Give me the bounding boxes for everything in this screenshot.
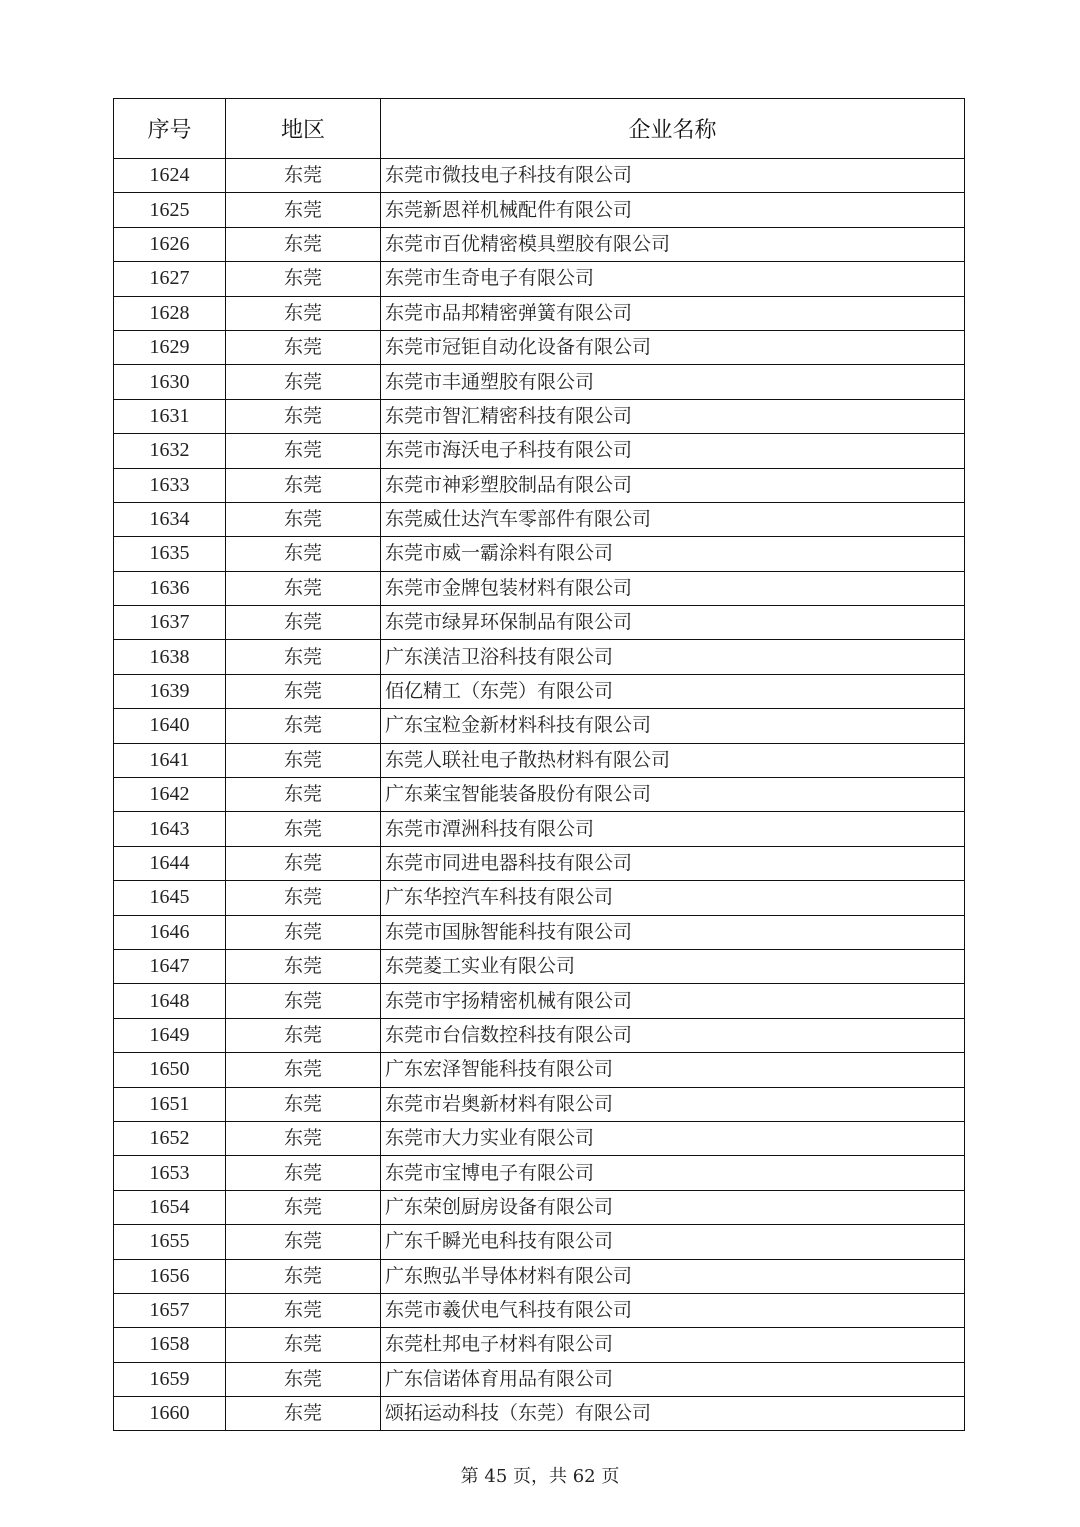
table-row [114, 330, 965, 364]
table-row [114, 812, 965, 846]
row-region: 东莞 [226, 296, 381, 330]
row-region: 东莞 [226, 674, 381, 708]
table-row [114, 743, 965, 777]
row-region: 东莞 [226, 915, 381, 949]
table-row [114, 709, 965, 743]
row-index: 1631 [114, 399, 226, 433]
table-row [114, 159, 965, 193]
row-index: 1649 [114, 1018, 226, 1052]
row-company-name: 东莞市岩奥新材料有限公司 [381, 1087, 965, 1121]
header-index: 序号 [114, 99, 226, 159]
row-index: 1626 [114, 227, 226, 261]
row-company-name: 广东千瞬光电科技有限公司 [381, 1225, 965, 1259]
row-company-name: 东莞市冠钜自动化设备有限公司 [381, 330, 965, 364]
table-row [114, 1053, 965, 1087]
row-index: 1659 [114, 1362, 226, 1396]
row-company-name: 东莞市大力实业有限公司 [381, 1121, 965, 1155]
row-index: 1650 [114, 1053, 226, 1087]
row-region: 东莞 [226, 571, 381, 605]
table-row [114, 1328, 965, 1362]
row-index: 1644 [114, 846, 226, 880]
table-row [114, 881, 965, 915]
table-row [114, 399, 965, 433]
row-region: 东莞 [226, 984, 381, 1018]
row-index: 1660 [114, 1397, 226, 1431]
table-row [114, 571, 965, 605]
row-company-name: 东莞市微技电子科技有限公司 [381, 159, 965, 193]
table-row [114, 778, 965, 812]
row-region: 东莞 [226, 1087, 381, 1121]
row-index: 1651 [114, 1087, 226, 1121]
row-region: 东莞 [226, 330, 381, 364]
table-row [114, 1190, 965, 1224]
row-index: 1639 [114, 674, 226, 708]
row-index: 1638 [114, 640, 226, 674]
table-row [114, 1362, 965, 1396]
row-region: 东莞 [226, 537, 381, 571]
row-company-name: 东莞市绿昇环保制品有限公司 [381, 606, 965, 640]
row-region: 东莞 [226, 949, 381, 983]
row-index: 1637 [114, 606, 226, 640]
row-index: 1628 [114, 296, 226, 330]
row-region: 东莞 [226, 434, 381, 468]
row-company-name: 广东宝粒金新材料科技有限公司 [381, 709, 965, 743]
row-region: 东莞 [226, 502, 381, 536]
row-region: 东莞 [226, 1328, 381, 1362]
row-company-name: 东莞市台信数控科技有限公司 [381, 1018, 965, 1052]
row-index: 1633 [114, 468, 226, 502]
table-row [114, 468, 965, 502]
row-index: 1652 [114, 1121, 226, 1155]
row-index: 1630 [114, 365, 226, 399]
row-region: 东莞 [226, 1225, 381, 1259]
row-index: 1632 [114, 434, 226, 468]
row-region: 东莞 [226, 1156, 381, 1190]
table-row [114, 1397, 965, 1431]
row-company-name: 东莞威仕达汽车零部件有限公司 [381, 502, 965, 536]
row-region: 东莞 [226, 640, 381, 674]
row-company-name: 广东莱宝智能装备股份有限公司 [381, 778, 965, 812]
row-region: 东莞 [226, 1190, 381, 1224]
table-row [114, 1121, 965, 1155]
row-company-name: 东莞市海沃电子科技有限公司 [381, 434, 965, 468]
row-company-name: 东莞市同进电器科技有限公司 [381, 846, 965, 880]
table-row [114, 365, 965, 399]
row-company-name: 东莞新恩祥机械配件有限公司 [381, 193, 965, 227]
table-row [114, 1087, 965, 1121]
row-region: 东莞 [226, 846, 381, 880]
row-index: 1653 [114, 1156, 226, 1190]
table-row [114, 1156, 965, 1190]
row-index: 1635 [114, 537, 226, 571]
table-row [114, 1225, 965, 1259]
table-row [114, 1018, 965, 1052]
row-index: 1627 [114, 262, 226, 296]
row-company-name: 东莞市威一霸涂料有限公司 [381, 537, 965, 571]
row-company-name: 广东宏泽智能科技有限公司 [381, 1053, 965, 1087]
row-company-name: 东莞市百优精密模具塑胶有限公司 [381, 227, 965, 261]
table-row [114, 949, 965, 983]
table-row [114, 502, 965, 536]
row-company-name: 东莞市金牌包装材料有限公司 [381, 571, 965, 605]
row-region: 东莞 [226, 365, 381, 399]
row-region: 东莞 [226, 399, 381, 433]
row-index: 1656 [114, 1259, 226, 1293]
row-company-name: 东莞市生奇电子有限公司 [381, 262, 965, 296]
row-index: 1625 [114, 193, 226, 227]
table-row [114, 915, 965, 949]
table-row [114, 537, 965, 571]
row-region: 东莞 [226, 1362, 381, 1396]
row-index: 1645 [114, 881, 226, 915]
table-row [114, 606, 965, 640]
row-company-name: 东莞市国脉智能科技有限公司 [381, 915, 965, 949]
row-company-name: 广东煦弘半导体材料有限公司 [381, 1259, 965, 1293]
row-company-name: 东莞市神彩塑胶制品有限公司 [381, 468, 965, 502]
row-company-name: 佰亿精工（东莞）有限公司 [381, 674, 965, 708]
row-company-name: 东莞市宝博电子有限公司 [381, 1156, 965, 1190]
row-region: 东莞 [226, 1397, 381, 1431]
row-company-name: 东莞人联社电子散热材料有限公司 [381, 743, 965, 777]
row-index: 1657 [114, 1293, 226, 1327]
table-row [114, 227, 965, 261]
row-company-name: 东莞市智汇精密科技有限公司 [381, 399, 965, 433]
row-region: 东莞 [226, 778, 381, 812]
row-region: 东莞 [226, 1293, 381, 1327]
table-row [114, 640, 965, 674]
row-region: 东莞 [226, 812, 381, 846]
table-row [114, 1293, 965, 1327]
row-index: 1636 [114, 571, 226, 605]
row-company-name: 广东荣创厨房设备有限公司 [381, 1190, 965, 1224]
table-row [114, 1259, 965, 1293]
row-region: 东莞 [226, 881, 381, 915]
header-region: 地区 [226, 99, 381, 159]
row-region: 东莞 [226, 1053, 381, 1087]
row-index: 1647 [114, 949, 226, 983]
row-company-name: 广东华控汽车科技有限公司 [381, 881, 965, 915]
row-index: 1643 [114, 812, 226, 846]
row-region: 东莞 [226, 1121, 381, 1155]
row-company-name: 颂拓运动科技（东莞）有限公司 [381, 1397, 965, 1431]
row-index: 1624 [114, 159, 226, 193]
row-region: 东莞 [226, 1259, 381, 1293]
row-company-name: 东莞市品邦精密弹簧有限公司 [381, 296, 965, 330]
row-company-name: 东莞市丰通塑胶有限公司 [381, 365, 965, 399]
row-region: 东莞 [226, 1018, 381, 1052]
table-row [114, 434, 965, 468]
table-row [114, 262, 965, 296]
row-index: 1655 [114, 1225, 226, 1259]
row-index: 1641 [114, 743, 226, 777]
table-header-row [114, 99, 965, 159]
row-region: 东莞 [226, 468, 381, 502]
row-company-name: 东莞市宇扬精密机械有限公司 [381, 984, 965, 1018]
row-company-name: 东莞市潭洲科技有限公司 [381, 812, 965, 846]
company-list-table [113, 98, 965, 1431]
row-region: 东莞 [226, 262, 381, 296]
row-index: 1646 [114, 915, 226, 949]
row-region: 东莞 [226, 159, 381, 193]
row-region: 东莞 [226, 709, 381, 743]
table-row [114, 674, 965, 708]
row-index: 1654 [114, 1190, 226, 1224]
table-row [114, 984, 965, 1018]
row-company-name: 东莞市羲伏电气科技有限公司 [381, 1293, 965, 1327]
row-index: 1640 [114, 709, 226, 743]
table-row [114, 193, 965, 227]
row-company-name: 广东信诺体育用品有限公司 [381, 1362, 965, 1396]
header-company: 企业名称 [381, 99, 965, 159]
table-row [114, 296, 965, 330]
row-company-name: 东莞菱工实业有限公司 [381, 949, 965, 983]
row-region: 东莞 [226, 606, 381, 640]
row-region: 东莞 [226, 193, 381, 227]
row-company-name: 广东渼洁卫浴科技有限公司 [381, 640, 965, 674]
row-index: 1658 [114, 1328, 226, 1362]
page-footer: 第 45 页，共 62 页 [460, 1466, 620, 1487]
row-index: 1642 [114, 778, 226, 812]
row-index: 1634 [114, 502, 226, 536]
row-index: 1629 [114, 330, 226, 364]
row-region: 东莞 [226, 227, 381, 261]
row-company-name: 东莞杜邦电子材料有限公司 [381, 1328, 965, 1362]
table-row [114, 846, 965, 880]
row-index: 1648 [114, 984, 226, 1018]
row-region: 东莞 [226, 743, 381, 777]
